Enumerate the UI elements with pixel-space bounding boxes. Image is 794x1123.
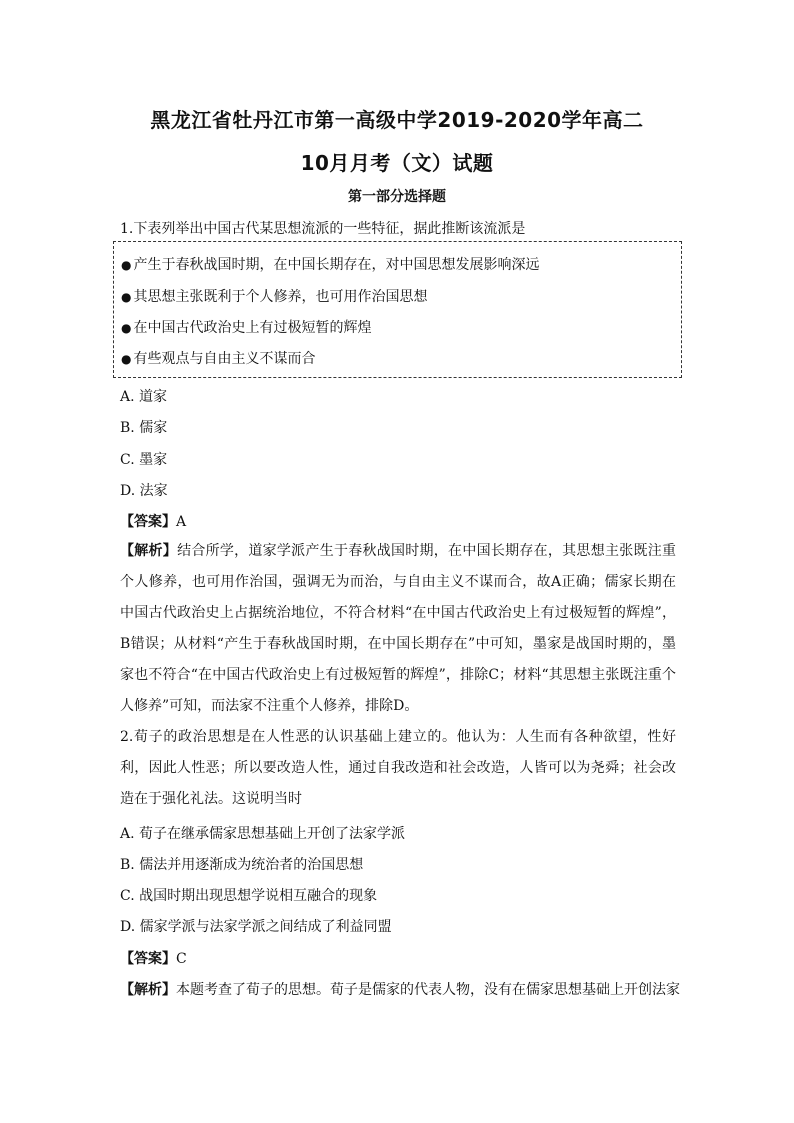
q2-answer [120,948,187,968]
box-item [121,286,427,306]
answer-value: C [176,951,187,967]
q2-option-a: A. 荀子在继承儒家思想基础上开创了法家学派 [120,826,406,842]
q2-option-b: B. 儒法并用逐渐成为统治者的治国思想 [120,857,364,873]
answer-tag: 【答案】 [120,514,176,530]
q2-stem: 2.荀子的政治思想是在人性恶的认识基础上建立的。他认为：人生而有各种欲望，性好利，因此人性恶；所以要改造人性，通过自我改造和社会改造，人皆可以为尧舜；社会改造在于强化礼法。这说明当时 [120,729,676,807]
q1-option-a: A. 道家 [120,389,168,405]
q1-answer [120,511,186,531]
analysis-text: 本题考查了荀子的思想。荀子是儒家的代表人物，没有在儒家思想基础上开创法家 [176,982,680,998]
box-item [121,317,371,337]
analysis-tag: 【解析】 [120,982,176,998]
q1-analysis [120,536,676,722]
bullet-icon: ● [121,290,132,304]
q1-stem: 1.下表列举出中国古代某思想流派的一些特征，据此推断该流派是 [120,221,526,237]
box-item-text: 产生于春秋战国时期，在中国长期存在，对中国思想发展影响深远 [133,257,540,273]
bullet-icon: ● [121,352,132,366]
answer-value: A [176,514,187,530]
box-item-text: 有些观点与自由主义不谋而合 [133,351,316,367]
q1-option-d: D. 法家 [120,483,168,499]
q1-option-c: C. 墨家 [120,452,168,468]
bullet-icon: ● [121,321,132,335]
answer-tag: 【答案】 [120,951,176,967]
q1-option-b: B. 儒家 [120,420,168,436]
analysis-tag: 【解析】 [120,543,178,559]
title-line-1: 黑龙江省牡丹江市第一高级中学2019-2020学年高二 [150,108,644,132]
q2-option-c: C. 战国时期出现思想学说相互融合的现象 [120,888,378,904]
box-item-text: 在中国古代政治史上有过极短暂的辉煌 [133,320,372,336]
box-item-text: 其思想主张既利于个人修养，也可用作治国思想 [133,289,428,305]
box-item [121,348,315,368]
box-item [121,254,539,274]
q1-feature-box [113,241,682,378]
q2-analysis [120,979,680,999]
title-line-2: 10月月考（文）试题 [300,151,494,175]
bullet-icon: ● [121,258,132,272]
section-heading: 第一部分选择题 [348,189,446,205]
q2-option-d: D. 儒家学派与法家学派之间结成了利益同盟 [120,919,392,935]
analysis-text: 结合所学，道家学派产生于春秋战国时期，在中国长期存在，其思想主张既注重个人修养，也可用作治国，强调无为而治，与自由主义不谋而合，故A正确；儒家长期在中国古代政治史上占据统治地位，不符合材料“在中国古代政治史上有过极短暂的辉煌”，B错误；从材料“产生于春秋战国时期，在中国长期存在”中可知，墨家是战国时期的，墨家也不符合“在中国古代政治史上有过极短暂的辉煌”，排除C；材料“其思想主张既注重个人修养”可知，而法家不注重个人修养，排除D。 [120,543,677,714]
